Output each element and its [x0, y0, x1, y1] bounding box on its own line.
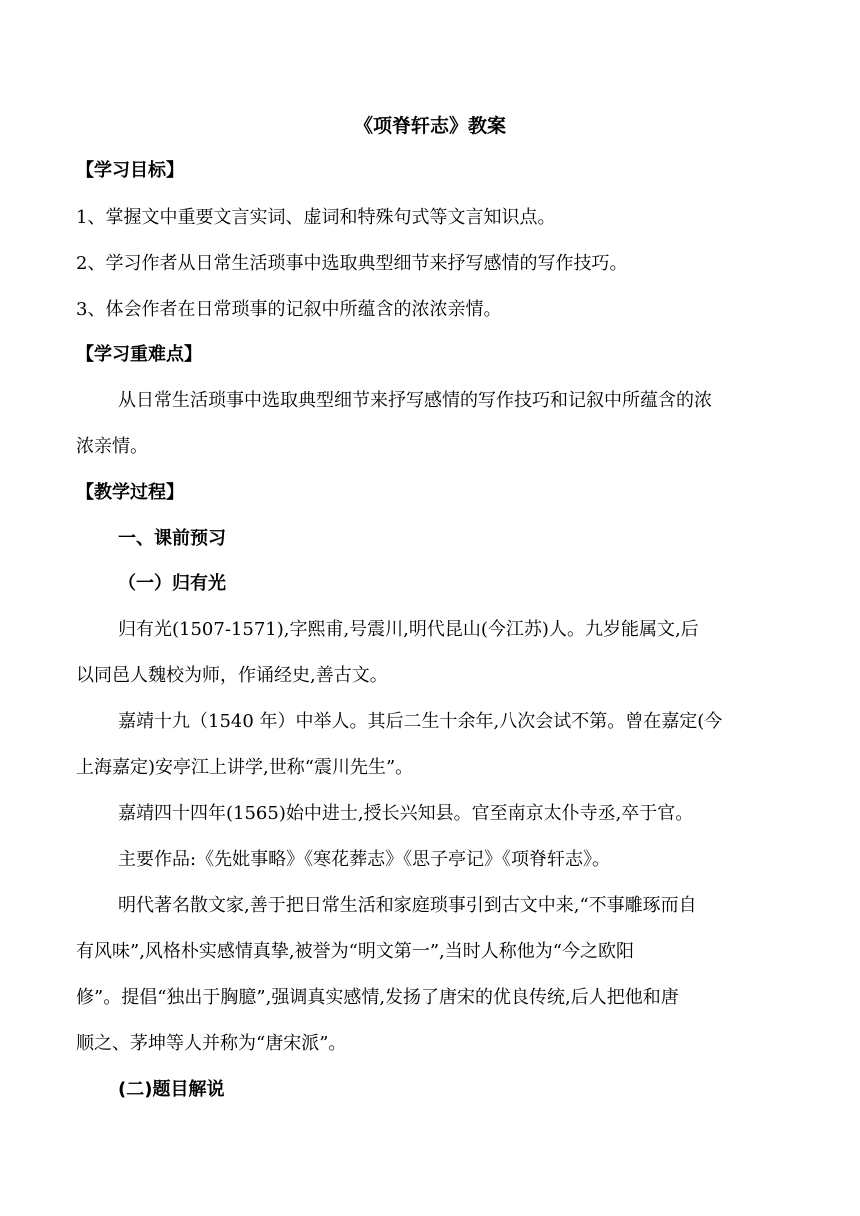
- bio-paragraph-5-line-1: 明代著名散文家,善于把日常生活和家庭琐事引到古文中来,“不事雕琢而自: [118, 895, 697, 916]
- key-points-line-2: 浓亲情。: [76, 436, 148, 457]
- key-points-heading: 【学习重难点】: [76, 344, 202, 365]
- bio-paragraph-1-line-2: 以同邑人魏校为师，作诵经史,善古文。: [76, 665, 388, 686]
- objective-item-2: 2、学习作者从日常生活琐事中选取典型细节来抒写感情的写作技巧。: [76, 253, 628, 274]
- sub-heading-title-explanation: (二)题目解说: [118, 1079, 225, 1100]
- bio-paragraph-5-line-4: 顺之、茅坤等人并称为“唐宋派”。: [76, 1033, 347, 1054]
- bio-paragraph-4: 主要作品:《先妣事略》《寒花葬志》《思子亭记》《项脊轩志》。: [118, 849, 611, 870]
- bio-paragraph-2-line-2: 上海嘉定)安亭江上讲学,世称“震川先生”。: [76, 757, 414, 778]
- section-preview-heading: 一、课前预习: [118, 528, 226, 549]
- sub-heading-author: （一）归有光: [118, 573, 226, 594]
- document-title: 《项脊轩志》教案: [353, 115, 506, 137]
- bio-paragraph-3: 嘉靖四十四年(1565)始中进士,授长兴知县。官至南京太仆寺丞,卒于官。: [118, 803, 694, 824]
- bio-paragraph-5-line-2: 有风味”,风格朴实感情真挚,被誉为“明文第一”,当时人称他为“今之欧阳: [76, 941, 634, 962]
- process-heading: 【教学过程】: [76, 482, 184, 503]
- bio-paragraph-5-line-3: 修”。提倡“独出于胸臆”,强调真实感情,发扬了唐宋的优良传统,后人把他和唐: [76, 987, 679, 1008]
- bio-paragraph-1-line-1: 归有光(1507-1571),字熙甫,号震川,明代昆山(今江苏)人。九岁能属文,后: [118, 619, 699, 640]
- objective-item-3: 3、体会作者在日常琐事的记叙中所蕴含的浓浓亲情。: [76, 299, 502, 320]
- objectives-heading: 【学习目标】: [76, 160, 184, 181]
- bio-paragraph-2-line-1: 嘉靖十九（1540 年）中举人。其后二生十余年,八次会试不第。曾在嘉定(今: [118, 711, 723, 732]
- key-points-line-1: 从日常生活琐事中选取典型细节来抒写感情的写作技巧和记叙中所蕴含的浓: [118, 390, 712, 411]
- objective-item-1: 1、掌握文中重要文言实词、虚词和特殊句式等文言知识点。: [76, 207, 556, 228]
